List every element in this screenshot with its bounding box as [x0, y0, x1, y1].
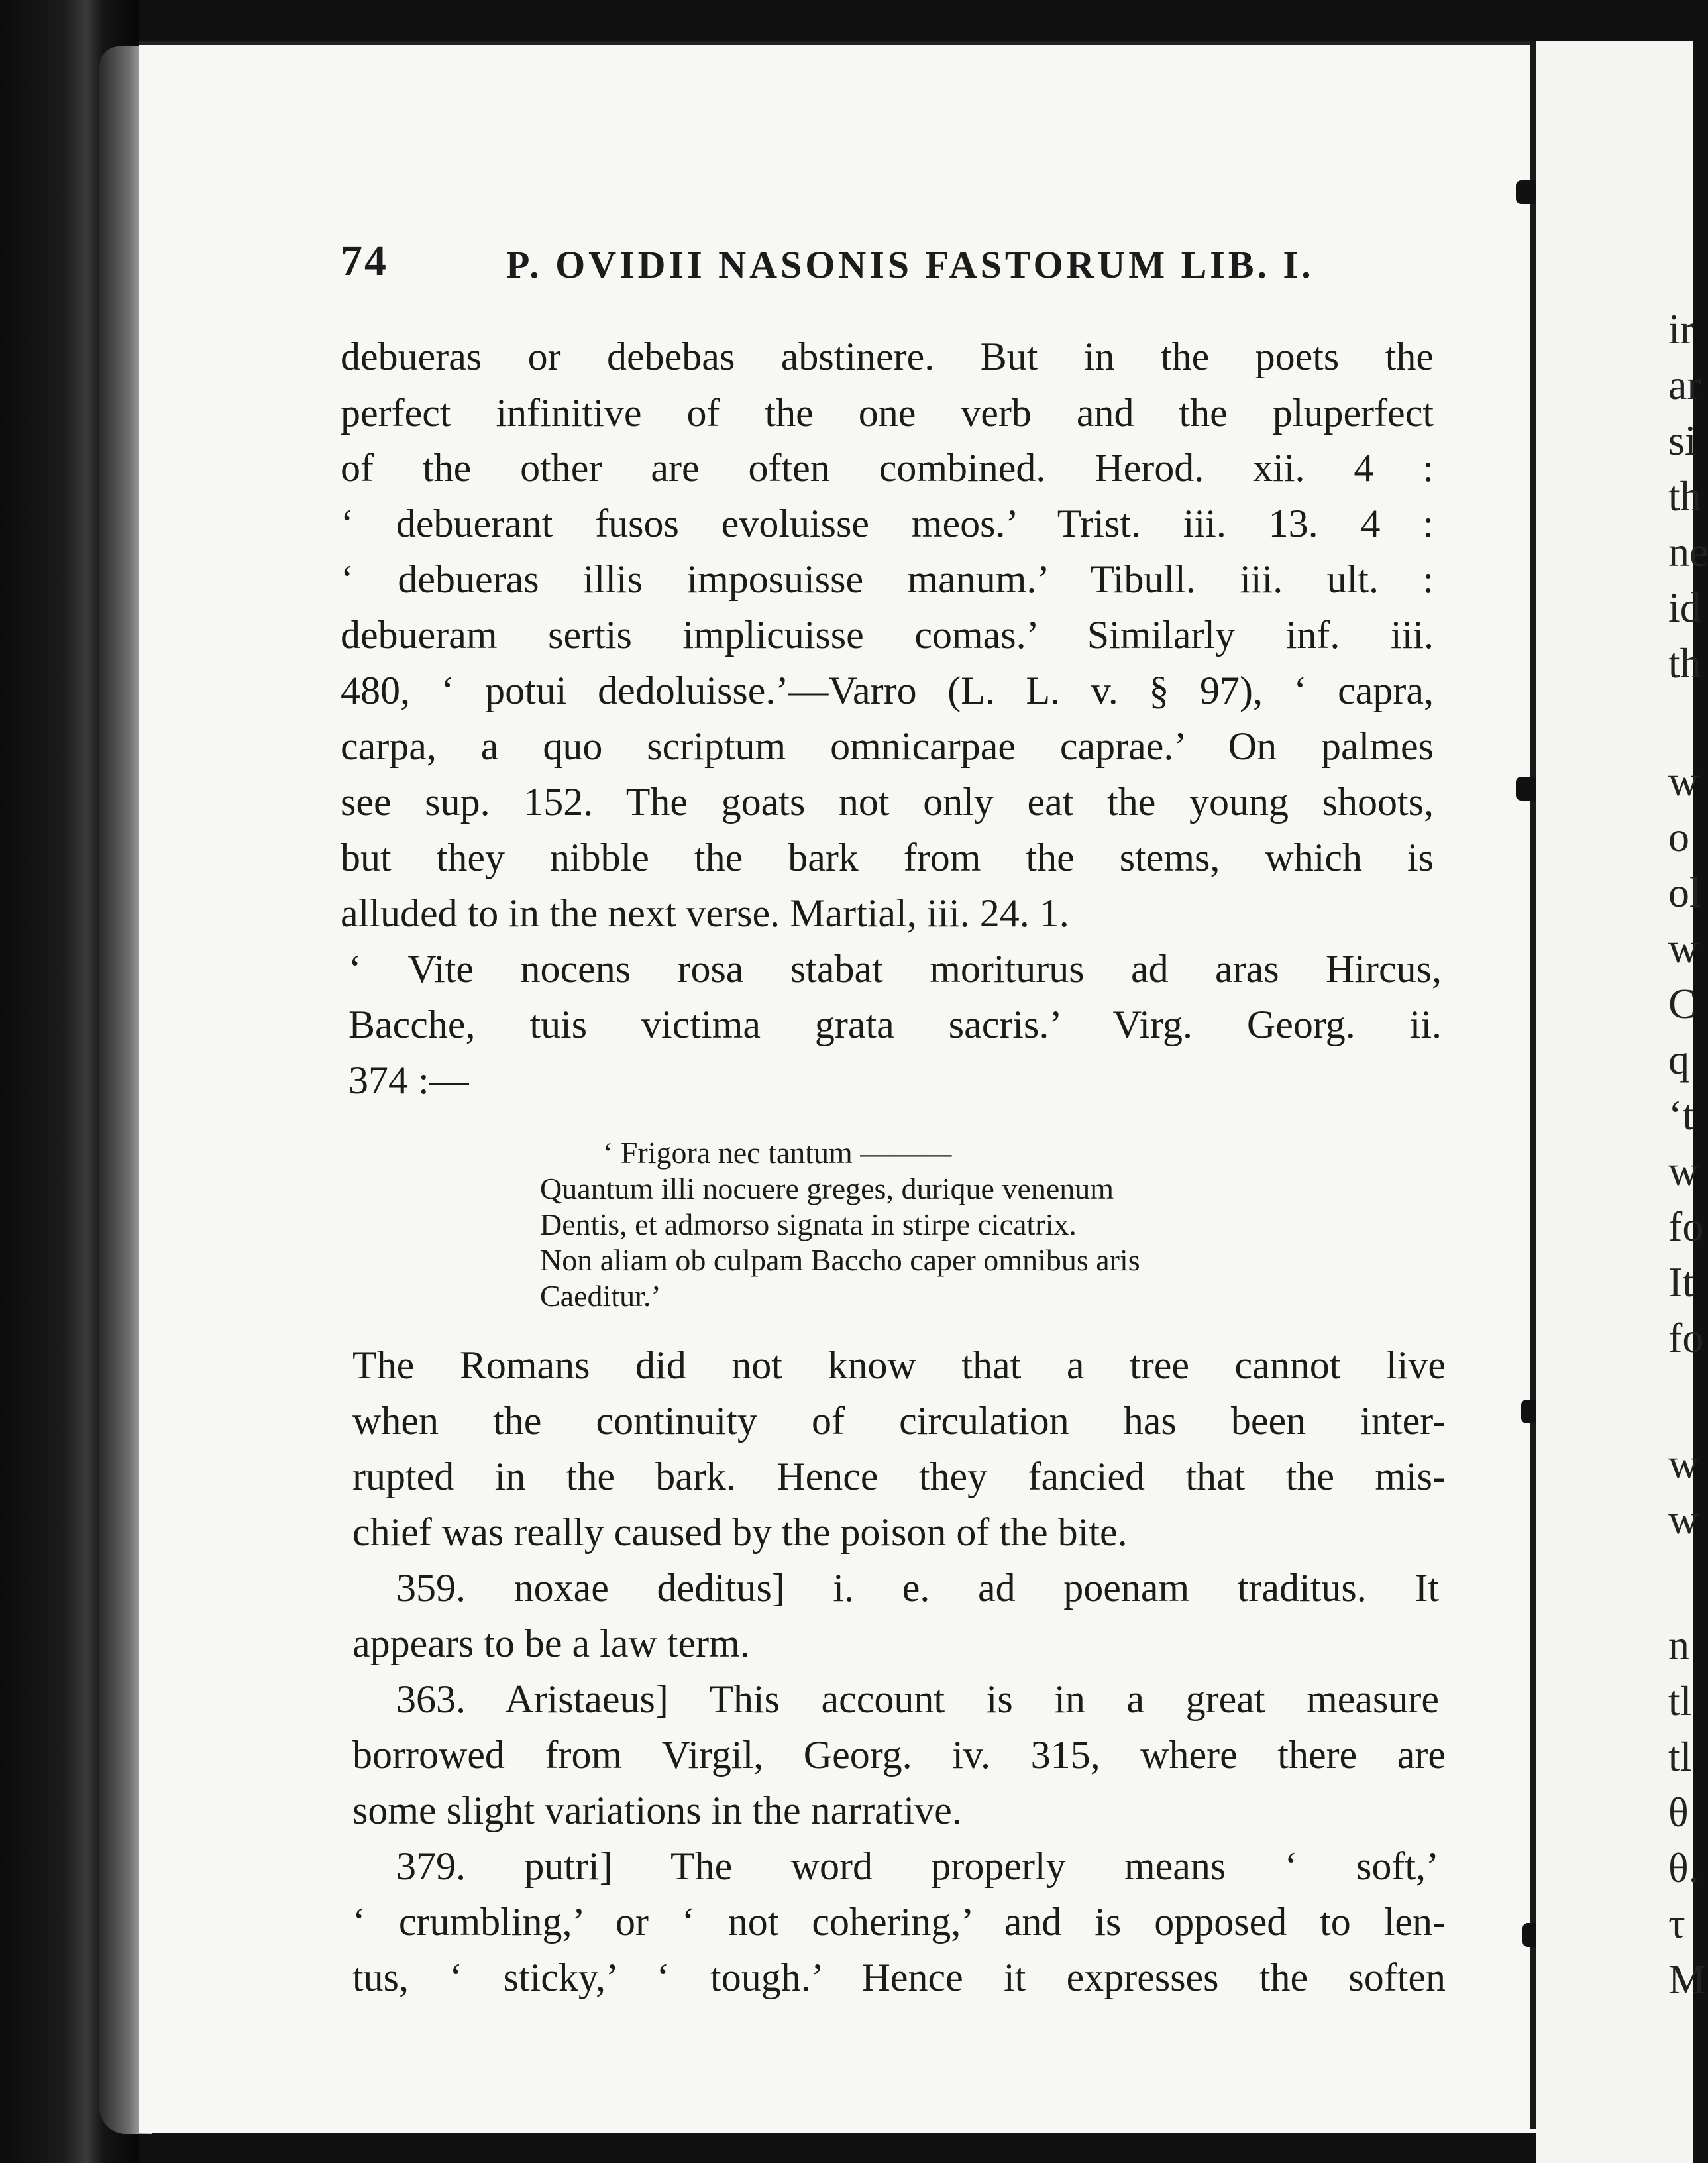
body-line: alluded to in the next verse. Martial, iii. 24. 1. — [341, 891, 1069, 935]
adjacent-page-fragment: si — [1668, 417, 1697, 464]
adjacent-page-fragment: It — [1668, 1258, 1695, 1305]
adjacent-page-fragment: θ — [1668, 1789, 1689, 1836]
adjacent-page-fragment: ir — [1668, 305, 1695, 353]
body-line: see sup. 152. The goats not only eat the young shoots, — [341, 780, 1434, 824]
adjacent-page-fragment: w — [1668, 1440, 1699, 1487]
adjacent-page-fragment: n — [1668, 1622, 1689, 1669]
adjacent-page-fragment: ol — [1668, 869, 1701, 916]
running-header — [341, 236, 1427, 296]
adjacent-page-fragment: ‘t — [1668, 1091, 1695, 1138]
adjacent-page-fragment: fo — [1668, 1314, 1704, 1361]
body-line: The Romans did not know that a tree cannot live — [352, 1343, 1446, 1387]
adjacent-page-fragment: th — [1668, 639, 1701, 687]
adjacent-page-fragment: ar — [1668, 361, 1701, 408]
adjacent-page-fragment: tl — [1668, 1733, 1692, 1780]
body-line: 480, ‘ potui dedoluisse.’—Varro (L. L. v. § 97), ‘ capra, — [341, 669, 1434, 712]
adjacent-page-fragment: tl — [1668, 1677, 1692, 1724]
adjacent-page-fragment: fo — [1668, 1203, 1704, 1250]
body-line: tus, ‘ sticky,’ ‘ tough.’ Hence it expresses the soften — [352, 1956, 1446, 1999]
adjacent-page-fragment: q — [1668, 1036, 1689, 1083]
body-line: 359. noxae deditus] i. e. ad poenam traditus. It — [396, 1566, 1439, 1610]
body-line: ‘ debueras illis imposuisse manum.’ Tibull. iii. ult. : — [341, 557, 1434, 601]
adjacent-page-fragment: w — [1668, 924, 1699, 971]
verse-quote-line: Dentis, et admorso signata in stirpe cicatrix. — [540, 1207, 1077, 1241]
adjacent-page-fragment: th — [1668, 472, 1701, 520]
body-line: some slight variations in the narrative. — [352, 1789, 962, 1832]
adjacent-page-fragment: ne — [1668, 528, 1708, 575]
adjacent-page-fragment: θ. — [1668, 1844, 1699, 1891]
adjacent-page-fragment: C — [1668, 980, 1697, 1027]
adjacent-page-fragment: M — [1668, 1956, 1706, 2003]
adjacent-page — [1536, 41, 1708, 2163]
body-line: chief was really caused by the poison of the bite. — [352, 1510, 1128, 1554]
verse-quote-line: Non aliam ob culpam Baccho caper omnibus aris — [540, 1243, 1140, 1277]
body-line: ‘ debuerant fusos evoluisse meos.’ Trist. iii. 13. 4 : — [341, 502, 1434, 545]
body-line: but they nibble the bark from the stems, which is — [341, 836, 1434, 879]
adjacent-page-fragment: τ — [1668, 1900, 1685, 1947]
body-line: ‘ crumbling,’ or ‘ not cohering,’ and is opposed to len- — [352, 1900, 1446, 1944]
verse-quote-line: Quantum illi nocuere greges, durique venenum — [540, 1172, 1114, 1205]
body-line: 363. Aristaeus] This account is in a great measure — [396, 1677, 1439, 1721]
body-line: 379. putri] The word properly means ‘ soft,’ — [396, 1844, 1439, 1888]
verse-quote-line: Caeditur.’ — [540, 1279, 661, 1313]
adjacent-page-fragment: w — [1668, 1496, 1699, 1543]
body-line: Bacche, tuis victima grata sacris.’ Virg. Georg. ii. — [348, 1003, 1442, 1046]
running-title: P. OVIDII NASONIS FASTORUM LIB. I. — [506, 243, 1314, 286]
body-line: of the other are often combined. Herod. xii. 4 : — [341, 446, 1434, 490]
body-line: debueram sertis implicuisse comas.’ Similarly inf. iii. — [341, 613, 1434, 657]
adjacent-page-fragment: o — [1668, 813, 1689, 860]
body-line: ‘ Vite nocens rosa stabat moriturus ad aras Hircus, — [348, 947, 1442, 991]
verse-quote-line: ‘ Frigora nec tantum ——— — [603, 1136, 952, 1170]
adjacent-page-fragment: w — [1668, 757, 1699, 804]
body-line: appears to be a law term. — [352, 1622, 750, 1665]
body-line: carpa, a quo scriptum omnicarpae caprae.’ On palmes — [341, 724, 1434, 768]
adjacent-page-fragment: id — [1668, 584, 1701, 631]
body-line: when the continuity of circulation has been inter- — [352, 1399, 1446, 1443]
body-line: perfect infinitive of the one verb and the pluperfect — [341, 391, 1434, 435]
page-number: 74 — [341, 237, 388, 285]
page-gutter — [1530, 41, 1536, 2129]
body-line: borrowed from Virgil, Georg. iv. 315, where there are — [352, 1733, 1446, 1777]
body-line: rupted in the bark. Hence they fancied that the mis- — [352, 1455, 1446, 1498]
adjacent-page-fragment: w — [1668, 1147, 1699, 1194]
body-line: debueras or debebas abstinere. But in the poets the — [341, 335, 1434, 378]
body-line: 374 :— — [348, 1058, 469, 1102]
